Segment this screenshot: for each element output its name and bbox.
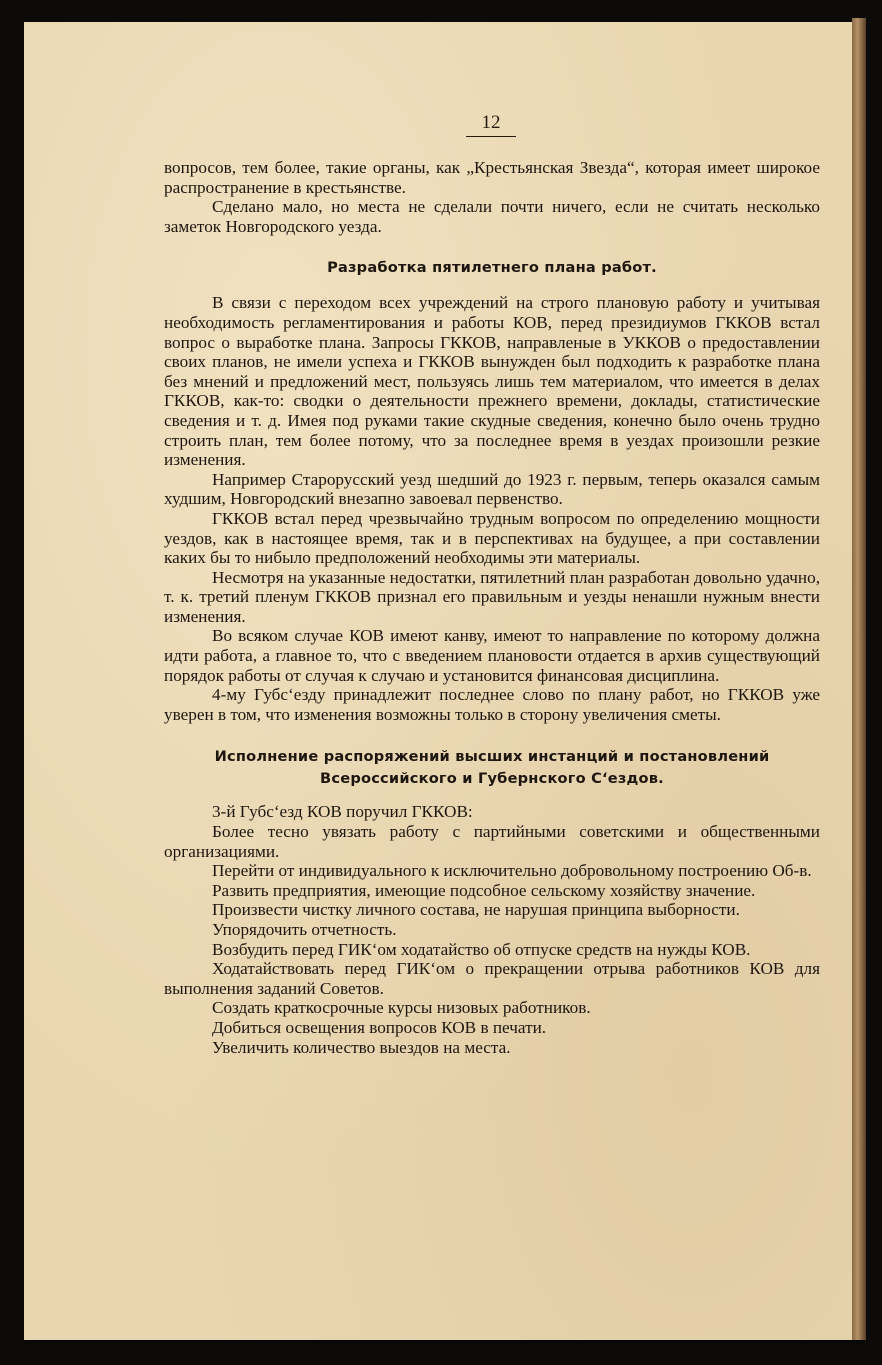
paragraph-continued: вопросов, тем более, такие органы, как „Крестьянская Звезда“, которая имеет широкое распространение в крестьянстве. <box>164 158 820 197</box>
paragraph: ГККОВ встал перед чрезвычайно трудным вопросом по определению мощности уездов, как в настоящее время, так и в перспективах на будущее, а при составлении каких бы то нибыло предположений необходимы эти материалы. <box>164 508 820 568</box>
page-body-text <box>164 158 820 1057</box>
list-item: Ходатайствовать перед ГИК‘ом о прекращении отрыва работников КОВ для выполнения заданий Советов. <box>164 959 820 998</box>
list-item: Добиться освещения вопросов КОВ в печати. <box>212 1017 547 1037</box>
paragraph: 4-му Губс‘езду принадлежит последнее слово по плану работ, но ГККОВ уже уверен в том, что изменения возможны только в сторону увеличения сметы. <box>164 685 820 724</box>
paragraph: В связи с переходом всех учреждений на строго плановую работу и учитывая необходимость регламентирования и работы КОВ, перед президиумов ГККОВ встал вопрос о выработке плана. Запросы ГККОВ, направленые в УККОВ о предоставлении своих планов, не имели успеха и ГККОВ вынужден был подходить к разработке плана без мнений и предложений мест, пользуясь лишь тем материалом, что имеется в делах ГККОВ, как-то: сводки о деятельности прежнего времени, доклады, статистические сведения и т. д. Имея под руками такие скудные сведения, конечно было очень трудно строить план, тем более потому, что за последнее время в уездах произошли резкие изменения. <box>164 293 820 470</box>
paragraph: Во всяком случае КОВ имеют канву, имеют то направление по которому должна идти работа, а главное то, что с введением плановости отдается в архив существующий порядок работы от случая к случаю и установится финансовая дисциплина. <box>164 626 820 685</box>
list-item: Упорядочить отчетность. <box>212 920 397 939</box>
list-item: Создать краткосрочные курсы низовых работников. <box>212 998 591 1018</box>
list-item: Возбудить перед ГИК‘ом ходатайство об отпуске средств на нужды КОВ. <box>212 939 751 959</box>
list-item: Произвести чистку личного состава, не нарушая принципа выборности. <box>212 900 740 920</box>
list-item: Более тесно увязать работу с партийными советскими и общественными организациями. <box>164 822 820 861</box>
paragraph: 3-й Губс‘езд КОВ поручил ГККОВ: <box>212 802 473 822</box>
book-spine-edge <box>852 18 866 1340</box>
paragraph: Например Старорусский уезд шедший до 1923 г. первым, теперь оказался самым худшим, Новгородский внезапно завоевал первенство. <box>164 469 820 509</box>
paragraph: Сделано мало, но места не сделали почти ничего, если не считать несколько заметок Новгородского уезда. <box>164 197 820 236</box>
section-heading-five-year-plan: Разработка пятилетнего плана работ. <box>327 259 657 277</box>
list-item: Перейти от индивидуального к исключительно добровольному построению Об-в. <box>212 861 812 881</box>
paragraph: Несмотря на указанные недостатки, пятилетний план разработан довольно удачно, т. к. третий пленум ГККОВ признал его правильным и уезды ненашли нужным внести изменения. <box>164 567 820 626</box>
page-number: 12 <box>466 112 516 137</box>
section-heading-execution-of-orders: Исполнение распоряжений высших инстанций и постановлений Всероссийского и Губернского С‘ездов. <box>214 748 770 788</box>
list-item: Развить предприятия, имеющие подсобное сельскому хозяйству значение. <box>212 880 756 900</box>
list-item: Увеличить количество выездов на места. <box>212 1037 511 1057</box>
